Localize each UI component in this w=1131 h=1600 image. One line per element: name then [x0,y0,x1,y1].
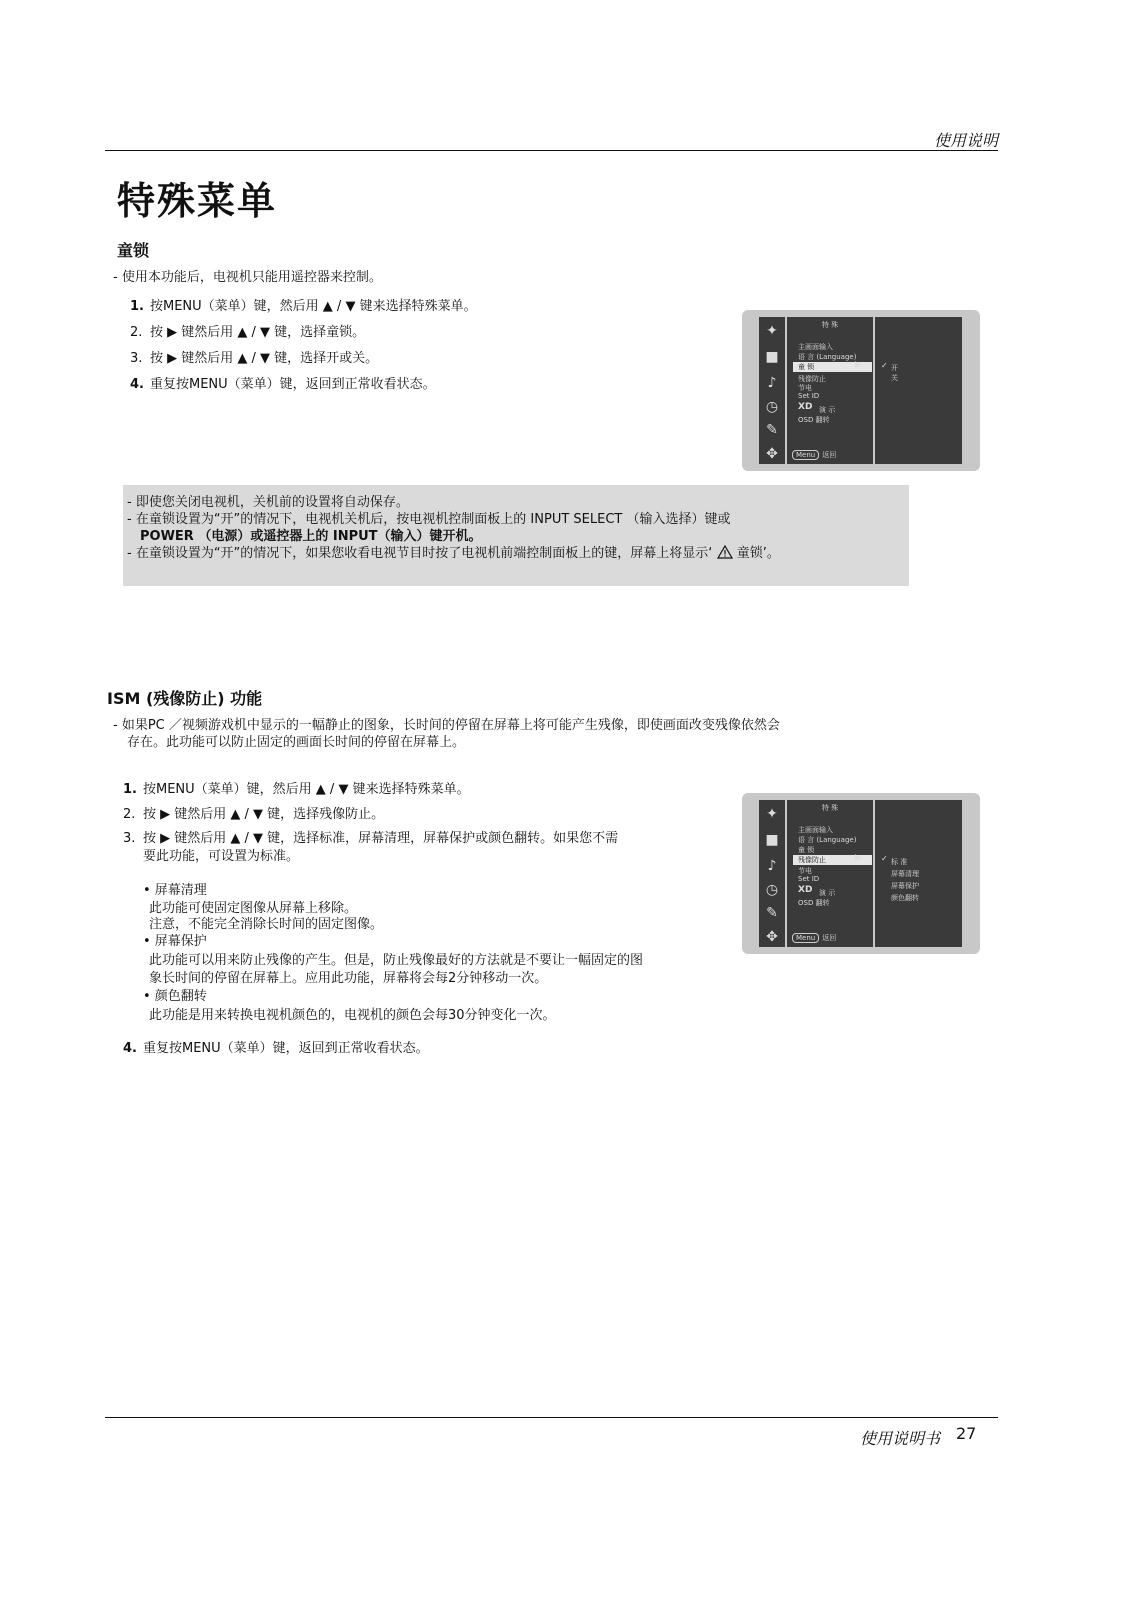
header-label: 使用说明 [933,131,998,150]
menu-footer: Menu 返回 [792,450,836,460]
note-box [123,485,909,586]
footer-rule [105,1417,998,1418]
menu-sub-panel [875,317,962,464]
submenu-item: 屏幕清理 [891,870,919,878]
menu-item: 节电 [798,384,812,392]
screen-icon: ■ [765,832,779,848]
check-icon: ✓ [881,854,888,863]
ism-bullet-desc: 此功能是用来转换电视机颜色的，电视机的颜色会每30分钟变化一次。 [149,1008,556,1023]
child-lock-step-2: 2. 按 ▶ 键然后用 ▲ / ▼ 键，选择童锁。 [130,325,366,340]
menu-footer: Menu 返回 [792,933,836,943]
menu-item: 语 言 (Language) [798,836,857,844]
submenu-item: 关 [891,374,898,382]
menu-item: 主画面输入 [798,826,833,834]
ism-bullet: • 屏幕清理 [143,883,207,898]
ism-intro-2: 存在。此功能可以防止固定的画面长时间的停留在屏幕上。 [127,735,466,750]
ism-bullet-desc: 注意，不能完全消除长时间的固定图像。 [149,917,384,932]
page-title: 特殊菜单 [117,179,278,223]
menu-item: 语 言 (Language) [798,353,857,361]
ism-bullet: • 屏幕保护 [143,934,207,949]
note-line: - 在童锁设置为“开”的情况下，如果您收看电视节目时按了电视机前端控制面板上的键，屏幕上将显示‘ 童锁’。 [127,546,780,561]
ism-bullet-desc: 象长时间的停留在屏幕上。应用此功能，屏幕将会每2分钟移动一次。 [149,971,548,986]
special-icon: ✎ [766,422,778,438]
ism-intro-1: - 如果PC ／视频游戏机中显示的一幅静止的图象，长时间的停留在屏幕上将可能产生残像，即使画面改变残像依然会 [113,718,780,733]
note-line: POWER （电源）或遥控器上的 INPUT（输入）键开机。 [140,529,482,544]
ism-bullet: • 颜色翻转 [143,989,207,1004]
satellite-icon: ✦ [766,323,778,339]
child-lock-menu-screenshot [742,310,980,471]
ism-bullet-desc: 此功能可使固定图像从屏幕上移除。 [149,901,358,916]
child-lock-step-4: 4. 重复按MENU（菜单）键，返回到正常收看状态。 [130,377,436,392]
child-lock-heading: 童锁 [117,241,150,260]
header-rule [105,150,998,151]
menu-item: 主画面输入 [798,343,833,351]
menu-item: XD [798,402,813,412]
ism-step-1: 1. 按MENU（菜单）键，然后用 ▲ / ▼ 键来选择特殊菜单。 [123,782,470,797]
audio-icon: ♪ [767,375,777,391]
screen-icon: ■ [765,349,779,365]
menu-item: 演 示 [819,889,836,897]
ism-step-3: 3. 按 ▶ 键然后用 ▲ / ▼ 键，选择标准，屏幕清理，屏幕保护或颜色翻转。如果您不需 [123,831,619,846]
ism-step-2: 2. 按 ▶ 键然后用 ▲ / ▼ 键，选择残像防止。 [123,807,385,822]
menu-item: OSD 翻转 [798,416,830,424]
note-line: - 即使您关闭电视机，关机前的设置将自动保存。 [127,495,409,510]
child-lock-intro: - 使用本功能后，电视机只能用遥控器来控制。 [113,270,382,285]
note-line: - 在童锁设置为“开”的情况下，电视机关机后，按电视机控制面板上的 INPUT SELECT （输入选择）键或 [127,512,731,527]
audio-icon: ♪ [767,858,777,874]
menu-item-selected: 残像防止 [793,855,872,865]
ism-heading: ISM (残像防止) 功能 [107,689,263,708]
menu-item: OSD 翻转 [798,899,830,907]
menu-item-selected: 童 锁 [793,362,872,372]
child-lock-step-1: 1. 按MENU（菜单）键，然后用 ▲ / ▼ 键来选择特殊菜单。 [130,299,477,314]
move-icon: ✥ [766,929,778,945]
submenu-item: 标 准 [891,858,908,866]
ism-bullet-desc: 此功能可以用来防止残像的产生。但是，防止残像最好的方法就是不要让一幅固定的图 [149,953,644,968]
ism-menu-screenshot [742,793,980,954]
menu-item: 残像防止 [798,375,826,383]
menu-icon-strip [759,800,785,947]
menu-main-panel [787,800,873,947]
menu-icon-strip [759,317,785,464]
menu-item: XD [798,885,813,895]
footer-label: 使用说明书 [860,1429,941,1448]
ism-step-4: 4. 重复按MENU（菜单）键，返回到正常收看状态。 [123,1041,429,1056]
submenu-item: 开 [891,364,898,372]
warning-icon [717,545,733,559]
menu-item: 节电 [798,867,812,875]
menu-item: Set ID [798,875,820,883]
menu-item: 童 锁 [798,846,815,854]
check-icon: ✓ [881,361,888,370]
ism-step-3-cont: 要此功能，可设置为标准。 [143,849,300,864]
move-icon: ✥ [766,446,778,462]
submenu-item: 颜色翻转 [891,894,919,902]
submenu-item: 屏幕保护 [891,882,919,890]
menu-item: 演 示 [819,406,836,414]
menu-title: 特 殊 [821,804,839,812]
clock-icon: ◷ [765,399,779,415]
clock-icon: ◷ [765,882,779,898]
menu-arrow-icon: ▶ [855,853,862,863]
menu-title: 特 殊 [821,321,839,329]
menu-item: Set ID [798,392,820,400]
page-number: 27 [956,1424,977,1443]
child-lock-step-3: 3. 按 ▶ 键然后用 ▲ / ▼ 键，选择开或关。 [130,351,379,366]
special-icon: ✎ [766,905,778,921]
menu-arrow-icon: ▶ [855,360,862,370]
satellite-icon: ✦ [766,806,778,822]
menu-main-panel [787,317,873,464]
menu-sub-panel [875,800,962,947]
